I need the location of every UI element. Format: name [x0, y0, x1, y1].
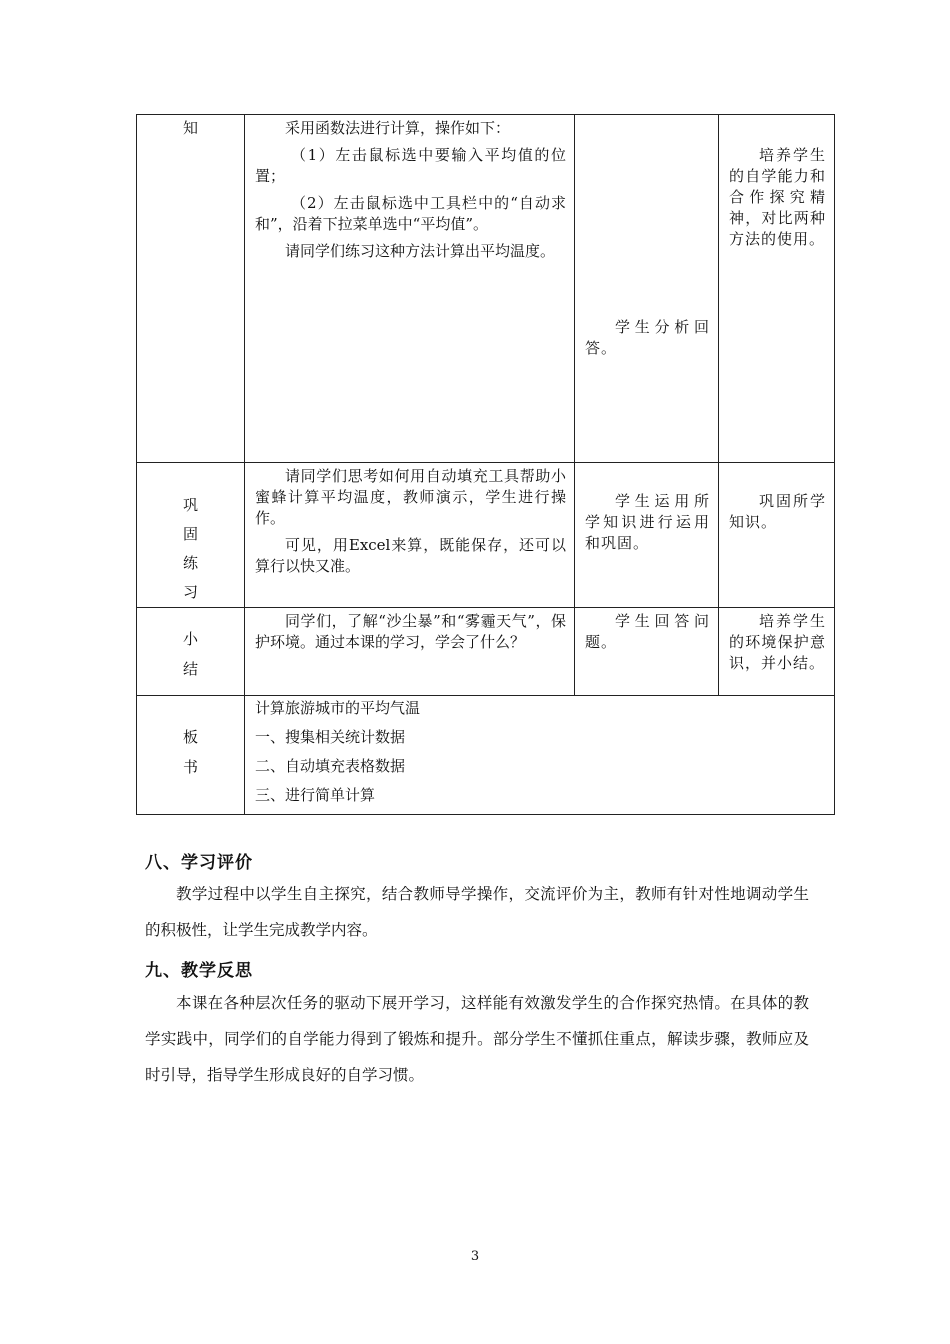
board-line: 一、搜集相关统计数据 — [255, 728, 406, 746]
student-text: 学生分析回答。 — [585, 318, 710, 357]
stage-char: 巩 — [182, 496, 198, 514]
stage-char: 小 — [182, 630, 198, 648]
stage-cell — [137, 696, 245, 815]
teacher-text: 采用函数法进行计算，操作如下： — [285, 119, 511, 137]
intent-text: 培养学生的环境保护意识，并小结。 — [729, 612, 826, 672]
intent-text: 巩固所学知识。 — [729, 492, 826, 531]
student-activity-cell — [575, 463, 719, 608]
stage-char: 书 — [182, 758, 198, 776]
lesson-table — [136, 114, 835, 815]
teacher-activity-cell — [245, 463, 575, 608]
stage-char: 习 — [182, 583, 198, 601]
stage-char: 结 — [182, 660, 198, 678]
stage-cell — [137, 463, 245, 608]
teacher-text: （2）左击鼠标选中工具栏中的“自动求和”，沿着下拉菜单选中“平均值”。 — [255, 194, 566, 233]
table-row — [137, 608, 835, 696]
teacher-text: 同学们，了解“沙尘暴”和“雾霾天气”，保护环境。通过本课的学习，学会了什么？ — [255, 612, 566, 651]
board-writing-cell — [245, 696, 835, 815]
design-intent-cell — [719, 115, 835, 463]
section-paragraph: 本课在各种层次任务的驱动下展开学习，这样能有效激发学生的合作探究热情。在具体的教学实践中，同学们的自学能力得到了锻炼和提升。部分学生不懂抓住重点，解读步骤，教师应及时引导，指导学生形成良好的自学习惯。 — [145, 994, 809, 1084]
stage-char: 练 — [182, 554, 198, 572]
stage-cell — [137, 608, 245, 696]
section-paragraph: 教学过程中以学生自主探究，结合教师导学操作，交流评价为主，教师有针对性地调动学生的积极性，让学生完成教学内容。 — [145, 885, 809, 939]
table-row — [137, 463, 835, 608]
intent-text: 培养学生的自学能力和合作探究精神，对比两种方法的使用。 — [729, 146, 826, 248]
student-text: 学生运用所学知识进行运用和巩固。 — [585, 492, 710, 552]
stage-char: 固 — [182, 525, 198, 543]
student-activity-cell — [575, 608, 719, 696]
stage-cell — [137, 115, 245, 463]
table-row — [137, 115, 835, 463]
teacher-text: 可见，用Excel来算，既能保存，还可以算行以快又准。 — [255, 536, 566, 575]
student-text: 学生回答问题。 — [585, 612, 710, 651]
design-intent-cell — [719, 463, 835, 608]
board-line: 计算旅游城市的平均气温 — [255, 699, 421, 717]
teacher-text: 请同学们思考如何用自动填充工具帮助小蜜蜂计算平均温度，教师演示，学生进行操作。 — [255, 467, 566, 527]
teacher-text: 请同学们练习这种方法计算出平均温度。 — [285, 242, 556, 260]
board-line: 三、进行简单计算 — [255, 786, 376, 804]
table-row — [137, 696, 835, 815]
teacher-activity-cell — [245, 608, 575, 696]
section-heading: 八、学习评价 — [145, 853, 253, 873]
section-heading: 九、教学反思 — [145, 961, 253, 981]
teacher-activity-cell — [245, 115, 575, 463]
student-activity-cell — [575, 115, 719, 463]
design-intent-cell — [719, 608, 835, 696]
stage-label: 知 — [182, 119, 198, 137]
page-number: 3 — [470, 1249, 480, 1264]
teacher-text: （1）左击鼠标选中要输入平均值的位置； — [255, 146, 566, 185]
stage-char: 板 — [182, 728, 198, 746]
board-line: 二、自动填充表格数据 — [255, 757, 406, 775]
